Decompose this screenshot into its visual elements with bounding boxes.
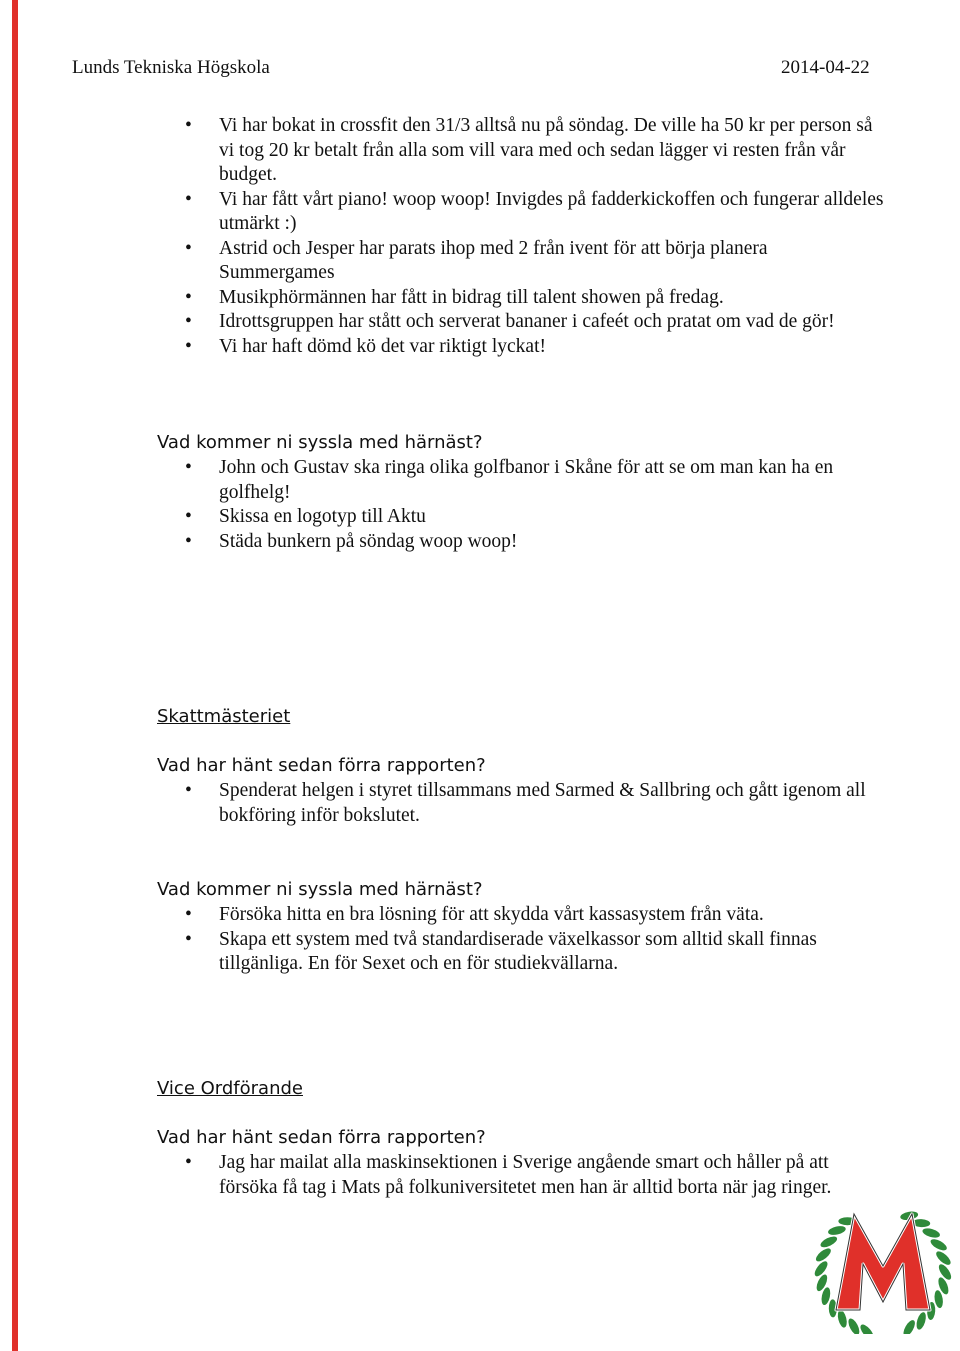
laurel-leaf-icon [915, 1311, 928, 1331]
list-next-activities [185, 456, 885, 554]
list-skatt-since [185, 779, 885, 828]
list-skatt-next [185, 903, 885, 977]
list-item: • Skissa en logotyp till Aktu [185, 505, 885, 530]
question-vice-since: Vad har hänt sedan förra rapporten? [157, 1127, 486, 1148]
list-item: • Vi har haft dömd kö det var riktigt lyckat! [185, 335, 885, 360]
laurel-leaf-icon [901, 1318, 917, 1334]
laurel-leaf-icon [846, 1317, 861, 1334]
laurel-leaf-icon [929, 1237, 949, 1253]
list-item: • Försöka hitta en bra lösning för att skydda vårt kassasystem från väta. [185, 903, 885, 928]
m-laurel-logo [806, 1192, 960, 1334]
list-item: • Vi har bokat in crossfit den 31/3 alltså nu på söndag. De ville ha 50 kr per person så vi tog 20 kr betalt från alla som vill vara med och sedan lägger vi resten från vår budget. [185, 114, 885, 188]
list-item: • John och Gustav ska ringa olika golfbanor i Skåne för att se om man kan ha en golfhelg! [185, 456, 885, 505]
header-date: 2014-04-22 [781, 57, 870, 78]
list-activities-done [185, 114, 885, 359]
question-next-activities: Vad kommer ni syssla med härnäst? [157, 432, 483, 453]
header-organization: Lunds Tekniska Högskola [72, 57, 270, 78]
laurel-leaf-icon [933, 1290, 944, 1309]
list-item: • Astrid och Jesper har parats ihop med 2 från ivent för att börja planera Summergames [185, 237, 885, 286]
list-item: • Spenderat helgen i styret tillsammans med Sarmed & Sallbring och gått igenom all bokföring inför bokslutet. [185, 779, 885, 828]
laurel-leaf-icon [814, 1246, 833, 1264]
laurel-leaf-icon [827, 1225, 846, 1237]
heading-vice-ordforande: Vice Ordförande [157, 1078, 303, 1099]
list-item: • Städa bunkern på söndag woop woop! [185, 530, 885, 555]
left-margin-bar [12, 0, 18, 1351]
laurel-leaf-icon [858, 1322, 876, 1334]
list-item: • Jag har mailat alla maskinsektionen i Sverige angående smart och håller på att försöka få tag i Mats på folkuniversitetet men han är alltid borta när jag ringer. [185, 1151, 885, 1200]
laurel-leaf-icon [819, 1234, 839, 1249]
question-skatt-next: Vad kommer ni syssla med härnäst? [157, 879, 483, 900]
laurel-leaf-icon [934, 1249, 953, 1267]
list-item: • Skapa ett system med två standardiserade växelkassor som alltid skall finnas tillgänliga. En för Sexet och en för studiekvällarna. [185, 928, 885, 977]
list-item: • Vi har fått vårt piano! woop woop! Invigdes på fadderkickoffen och fungerar alldeles utmärkt :) [185, 188, 885, 237]
logo-letter-m-icon [836, 1214, 930, 1310]
list-vice-since [185, 1151, 885, 1200]
question-skatt-since: Vad har hänt sedan förra rapporten? [157, 755, 486, 776]
list-item: • Musikphörmännen har fått in bidrag till talent showen på fredag. [185, 286, 885, 311]
laurel-leaf-icon [921, 1227, 941, 1240]
list-item: • Idrottsgruppen har stått och serverat bananer i cafeét och pratat om vad de gör! [185, 310, 885, 335]
laurel-leaf-icon [812, 1259, 829, 1278]
heading-skattmasteriet: Skattmästeriet [157, 706, 291, 727]
laurel-leaf-icon [836, 1309, 848, 1328]
